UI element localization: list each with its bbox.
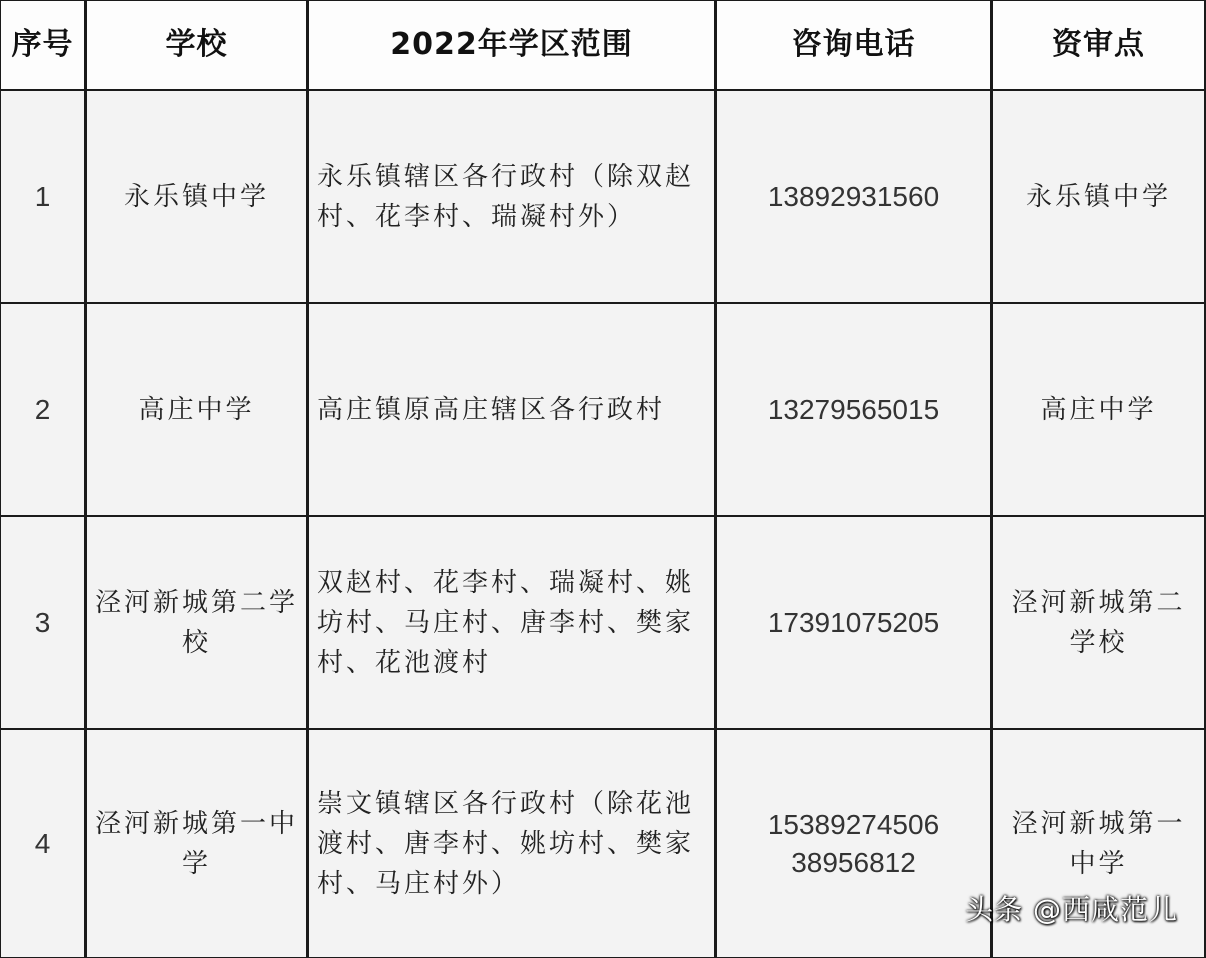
row-range [309, 517, 714, 728]
row-index: 3 [1, 517, 84, 728]
watermark-text: 头条 @西咸范儿 [965, 893, 1178, 926]
row-range [309, 91, 714, 302]
phone-number: 15389274506 [767, 808, 940, 840]
row-review-point: 泾河新城第一中学 [993, 730, 1204, 957]
row-phone [717, 517, 990, 728]
row-phone [717, 730, 990, 957]
row-index: 2 [1, 304, 84, 515]
row-range-text: 高庄镇原高庄辖区各行政村 [317, 394, 666, 425]
phone-number: 13892931560 [767, 180, 940, 212]
row-index: 1 [1, 91, 84, 302]
row-school: 永乐镇中学 [87, 91, 306, 302]
row-index: 4 [1, 730, 84, 957]
header-phone: 咨询电话 [717, 1, 990, 89]
row-school: 泾河新城第二学校 [87, 517, 306, 728]
header-review: 资审点 [993, 1, 1204, 89]
row-phone [717, 304, 990, 515]
row-review-point: 高庄中学 [993, 304, 1204, 515]
row-school: 泾河新城第一中学 [87, 730, 306, 957]
header-range: 2022年学区范围 [309, 1, 714, 89]
row-phone [717, 91, 990, 302]
row-range [309, 304, 714, 515]
phone-number-secondary: 38956812 [791, 846, 916, 878]
row-range-text: 双赵村、花李村、瑞凝村、姚坊村、马庄村、唐李村、樊家村、花池渡村 [317, 567, 695, 678]
header-index: 序号 [1, 1, 84, 89]
row-review-point: 泾河新城第二学校 [993, 517, 1204, 728]
row-review-point: 永乐镇中学 [993, 91, 1204, 302]
header-school: 学校 [87, 1, 306, 89]
row-range-text: 永乐镇辖区各行政村（除双赵村、花李村、瑞凝村外） [317, 161, 695, 232]
row-range-text: 崇文镇辖区各行政村（除花池渡村、唐李村、姚坊村、樊家村、马庄村外） [317, 788, 695, 899]
phone-number: 13279565015 [767, 393, 940, 425]
row-range [309, 730, 714, 957]
row-school: 高庄中学 [87, 304, 306, 515]
phone-number: 17391075205 [767, 606, 940, 638]
